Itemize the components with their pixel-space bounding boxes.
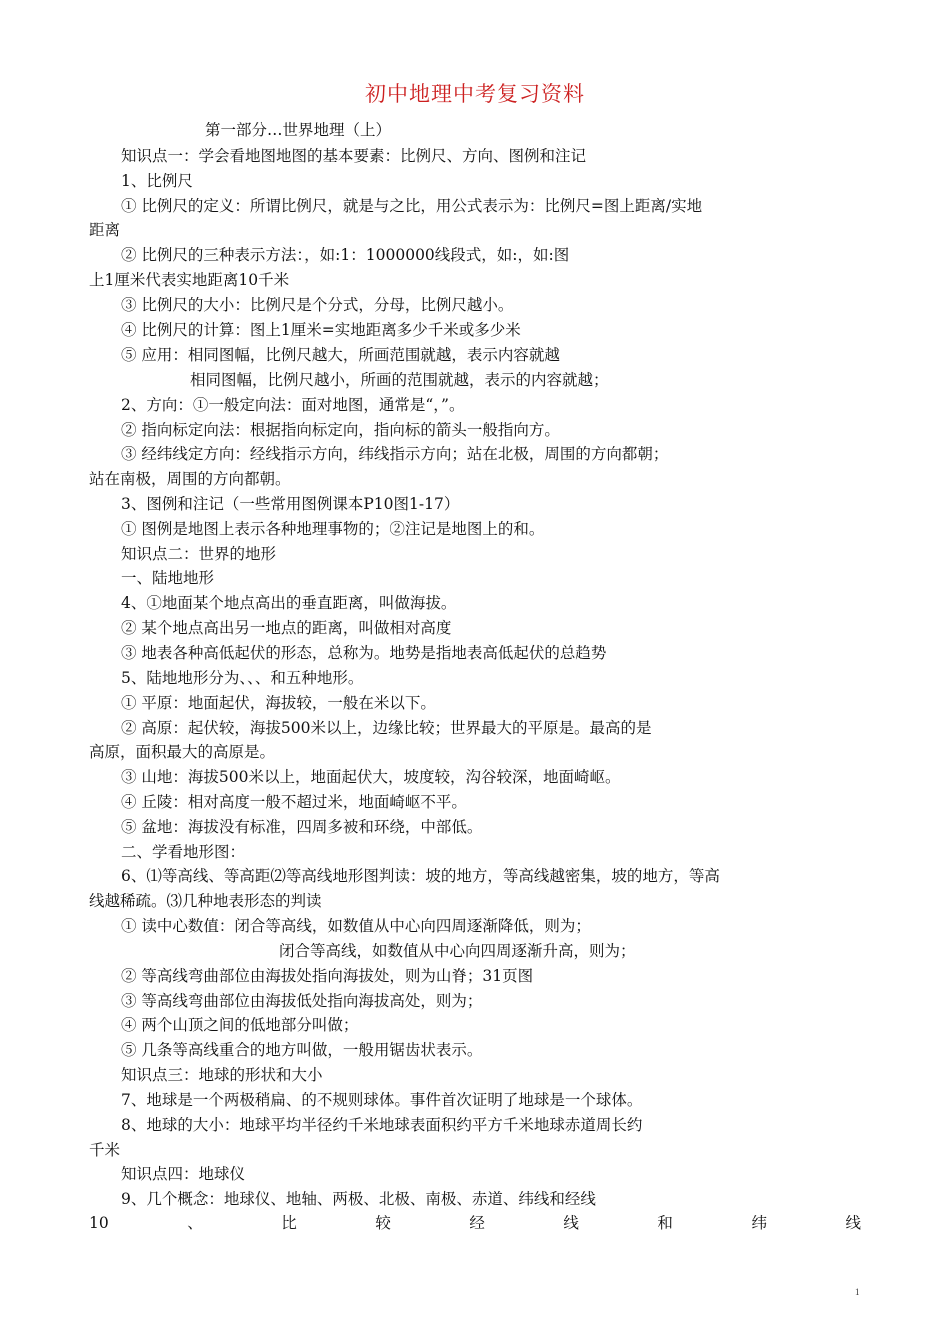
text-line: ③ 比例尺的大小：比例尺是个分式，分母，比例尺越小。 bbox=[121, 296, 514, 314]
text-line: 9、几个概念：地球仪、地轴、两极、北极、南极、赤道、纬线和经线 bbox=[121, 1190, 596, 1208]
text-line: 高原，面积最大的高原是。 bbox=[89, 743, 276, 761]
last-line-word: 经 bbox=[469, 1214, 485, 1232]
last-line-word: 较 bbox=[375, 1214, 391, 1232]
last-line-word: 10 bbox=[89, 1214, 109, 1232]
text-line: 2、方向：①一般定向法：面对地图，通常是“，”。 bbox=[121, 396, 465, 414]
text-line: ① 读中心数值：闭合等高线，如数值从中心向四周逐渐降低，则为； bbox=[121, 917, 591, 935]
text-line: ⑤ 盆地：海拔没有标准，四周多被和环绕，中部低。 bbox=[121, 818, 483, 836]
text-line: 1、比例尺 bbox=[121, 172, 193, 190]
text-line: ③ 等高线弯曲部位由海拔低处指向海拔高处，则为； bbox=[121, 992, 483, 1010]
text-line: 距离 bbox=[89, 221, 121, 239]
text-line: ① 图例是地图上表示各种地理事物的；②注记是地图上的和。 bbox=[121, 520, 545, 538]
text-line: ⑤ 应用：相同图幅，比例尺越大，所画范围就越，表示内容就越 bbox=[121, 346, 560, 364]
text-line: ⑤ 几条等高线重合的地方叫做，一般用锯齿状表示。 bbox=[121, 1041, 483, 1059]
text-line: 知识点一：学会看地图地图的基本要素：比例尺、方向、图例和注记 bbox=[121, 147, 587, 165]
text-line: 6、⑴等高线、等高距⑵等高线地形图判读：坡的地方，等高线越密集，坡的地方，等高 bbox=[121, 867, 720, 885]
text-line: ③ 山地：海拔500米以上，地面起伏大，坡度较，沟谷较深，地面崎岖。 bbox=[121, 768, 621, 786]
text-line: ② 某个地点高出另一地点的距离，叫做相对高度 bbox=[121, 619, 452, 637]
text-line: 3、图例和注记（一些常用图例课本P10图1-17） bbox=[121, 495, 460, 513]
last-line-word: 和 bbox=[657, 1214, 673, 1232]
text-line: 一、陆地地形 bbox=[121, 569, 215, 587]
last-line-word: 、 bbox=[187, 1214, 203, 1232]
text-line: 知识点二：世界的地形 bbox=[121, 545, 277, 563]
last-line-word: 比 bbox=[281, 1214, 297, 1232]
text-line: 4、①地面某个地点高出的垂直距离，叫做海拔。 bbox=[121, 594, 457, 612]
text-line: 线越稀疏。⑶几种地表形态的判读 bbox=[89, 892, 322, 910]
text-line: ③ 经纬线定方向：经线指示方向，纬线指示方向；站在北极，周围的方向都朝； bbox=[121, 445, 669, 463]
text-line: ① 比例尺的定义：所谓比例尺，就是与之比，用公式表示为：比例尺=图上距离/实地 bbox=[121, 197, 703, 215]
text-line: ② 高原：起伏较，海拔500米以上，边缘比较；世界最大的平原是。最高的是 bbox=[121, 719, 652, 737]
text-line: ② 指向标定向法：根据指向标定向，指向标的箭头一般指向方。 bbox=[121, 421, 560, 439]
last-line-word: 线 bbox=[563, 1214, 579, 1232]
text-line: ④ 比例尺的计算：图上1厘米=实地距离多少千米或多少米 bbox=[121, 321, 521, 339]
text-line: ④ 丘陵：相对高度一般不超过米，地面崎岖不平。 bbox=[121, 793, 467, 811]
last-line-word: 纬 bbox=[751, 1214, 767, 1232]
text-line: 5、陆地地形分为、、、和五种地形。 bbox=[121, 669, 364, 687]
justified-last-line bbox=[89, 1212, 861, 1234]
text-line: 知识点三：地球的形状和大小 bbox=[121, 1066, 323, 1084]
text-line: 千米 bbox=[89, 1141, 121, 1159]
text-line: 上1厘米代表实地距离10千米 bbox=[89, 271, 290, 289]
section-heading: 第一部分…世界地理（上） bbox=[205, 121, 392, 139]
text-line: 二、学看地形图： bbox=[121, 843, 246, 861]
text-line: 7、地球是一个两极稍扁、的不规则球体。事件首次证明了地球是一个球体。 bbox=[121, 1091, 643, 1109]
text-line: ③ 地表各种高低起伏的形态，总称为。地势是指地表高低起伏的总趋势 bbox=[121, 644, 607, 662]
document-title: 初中地理中考复习资料 bbox=[365, 82, 585, 106]
text-line: ① 平原：地面起伏，海拔较，一般在米以下。 bbox=[121, 694, 436, 712]
text-line: 知识点四：地球仪 bbox=[121, 1165, 246, 1183]
page-number: 1 bbox=[855, 1287, 860, 1297]
text-line: ② 等高线弯曲部位由海拔处指向海拔处，则为山脊；31页图 bbox=[121, 967, 534, 985]
text-line: 相同图幅，比例尺越小，所画的范围就越，表示的内容就越； bbox=[190, 371, 609, 389]
text-line: 8、地球的大小：地球平均半径约千米地球表面积约平方千米地球赤道周长约 bbox=[121, 1116, 643, 1134]
last-line-word: 线 bbox=[845, 1214, 861, 1232]
text-line: 站在南极，周围的方向都朝。 bbox=[89, 470, 291, 488]
text-line: 闭合等高线，如数值从中心向四周逐渐升高，则为； bbox=[279, 942, 636, 960]
text-line: ④ 两个山顶之间的低地部分叫做； bbox=[121, 1016, 359, 1034]
text-line: ② 比例尺的三种表示方法：，如:1：1000000线段式，如:，如:图 bbox=[121, 246, 570, 264]
